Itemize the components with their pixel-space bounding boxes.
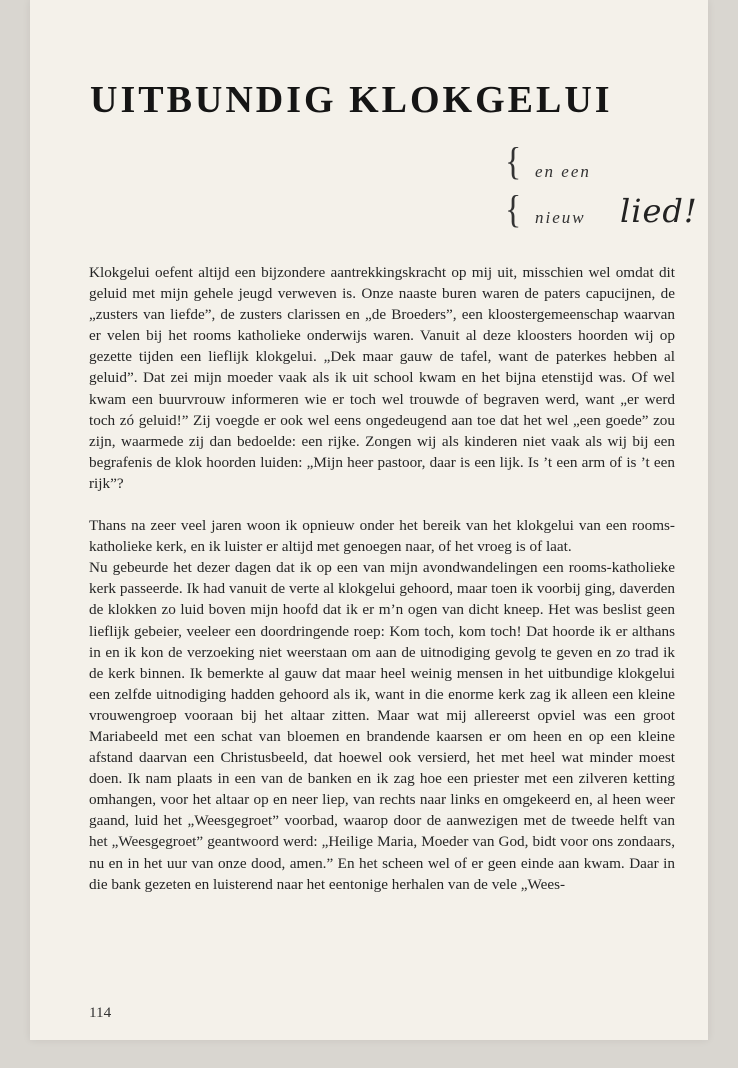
paragraph-2: Thans na zeer veel jaren woon ik opnieuw onder het bereik van het klokgelui van een rooms-katholieke kerk, en ik luister er altijd met genoegen naar, of het vroeg is of laat.: [89, 517, 675, 556]
subtitle-handwritten: lied!: [620, 192, 698, 230]
subtitle-line-1: en een: [535, 162, 591, 181]
brace-icon: {: [505, 189, 522, 232]
page-title: UITBUNDIG KLOKGELUI: [90, 79, 613, 121]
book-page: [30, 0, 708, 1040]
article-body: [89, 262, 675, 895]
page-number: 114: [89, 1004, 112, 1021]
subtitle: [505, 141, 698, 242]
paragraph-1: Klokgelui oefent altijd een bijzondere aantrekkingskracht op mij uit, misschien wel omdat dit geluid met mijn gehele jeugd verweven is. Onze naaste buren waren de paters capucijnen, de „zusters van liefde”, de zusters clarissen en „de Broeders”, een kloostergemeenschap waarvan er velen bij het rooms katholieke onderwijs waren. Vanuit al deze kloosters hoorden wij op gezette tijden een lieflijk klokgelui. „Dek maar gauw de tafel, want de paterkes hebben al geluid”. Dat zei mijn moeder vaak als ik uit school kwam en het bijna etenstijd was. Of wel kwam een buurvrouw informeren wie er toch wel trouwde of begraven werd, want „er werd toch zó geluid!” Zij voegde er ook wel eens ongedeugend aan toe dat het wel „een goede” zou zijn, waarmede zij dan bedoelde: een rijke. Zongen wij als kinderen niet vaak als wij bij een begrafenis de klok hoorden luiden: „Mijn heer pastoor, daar is een lijk. Is ’t een arm of is ’t een rijk”?: [89, 264, 675, 492]
subtitle-line-2: nieuw: [535, 208, 586, 227]
paragraph-3: Nu gebeurde het dezer dagen dat ik op een van mijn avondwandelingen een rooms-katholieke kerk passeerde. Ik had vanuit de verte al klokgelui gehoord, maar toen ik voorbij ging, daverden de klokken zo luid boven mijn hoofd dat ik er m’n ogen van dicht kneep. Het was beslist geen lieflijk gebeier, veeleer een doordringende roep: Kom toch, kom toch! Dat hoorde ik er althans in en ik kon de verzoeking niet weerstaan om aan de uitnodiging gevolg te geven en zo trad ik de kerk binnen. Ik bemerkte al gauw dat maar heel weinig mensen in het uitbundige klokgelui een zelfde uitnodiging hadden gehoord als ik, want in die enorme kerk zag ik alleen een kleine vrouwengroep vooraan bij het altaar zitten. Maar wat mij allereerst opviel was een groot Mariabeeld met een schat van bloemen en brandende kaarsen er om heen en op een kleine afstand daarvan een Christusbeeld, dat hoewel ook versierd, het met heel wat minder moest doen. Ik nam plaats in een van de banken en ik zag hoe een priester met een zilveren ketting omhangen, voor het altaar op en neer liep, van rechts naar links en omgekeerd en, al heen weer gaand, luid het „Weesgegroet” voorbad, waarop door de aanwezigen met de tweede helft van het „Weesgegroet” geantwoord werd: „Heilige Maria, Moeder van God, bidt voor ons zondaars, nu en in het uur van onze dood, amen.” En het scheen wel of er geen einde aan kwam. Daar in die bank gezeten en luisterend naar het eentonige herhalen van de vele „Wees-: [89, 559, 675, 893]
brace-icon: {: [505, 141, 522, 184]
